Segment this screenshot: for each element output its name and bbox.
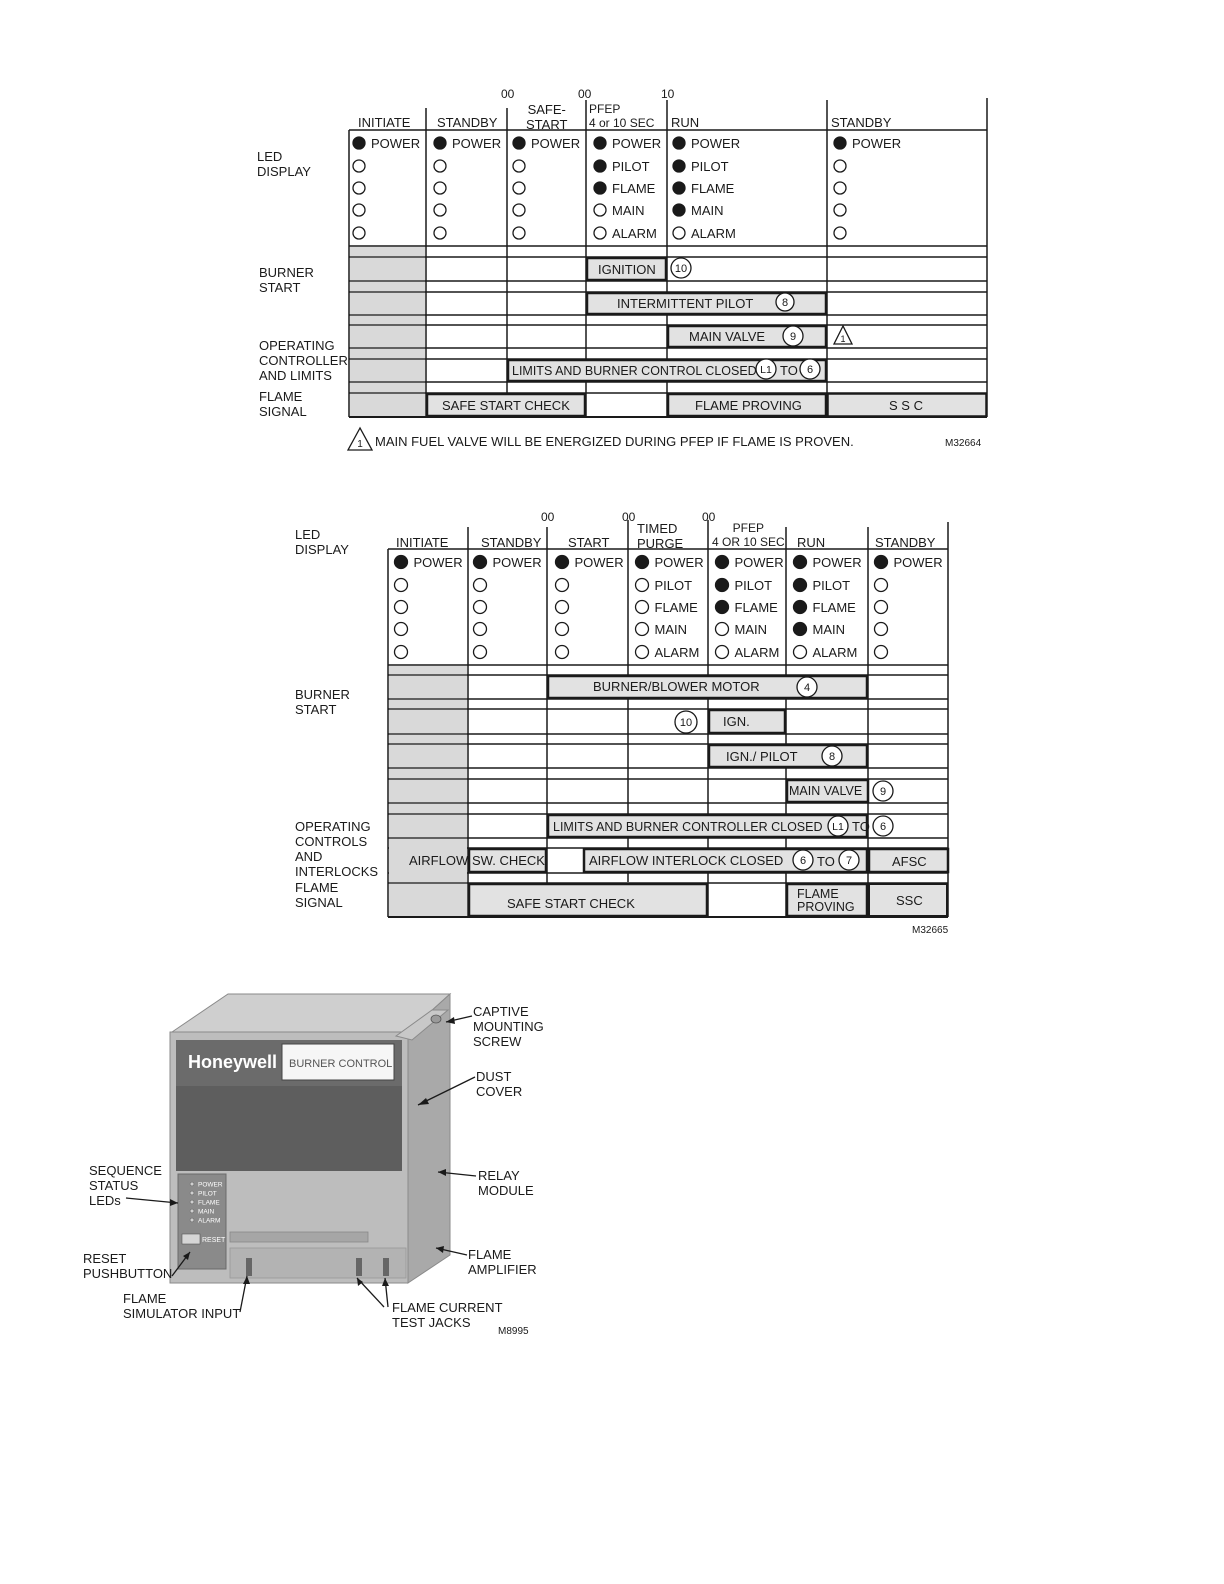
d2-phase-standby-2: STANDBY bbox=[875, 535, 936, 550]
diagram2-led-label-3-1: PILOT bbox=[654, 578, 693, 593]
d2-main-valve-text: MAIN VALVE bbox=[789, 784, 863, 798]
d2-ign-pilot-num: 8 bbox=[828, 751, 836, 763]
diagram1-led-label-2-0: POWER bbox=[531, 136, 581, 151]
d1-limits-to: TO bbox=[780, 363, 798, 378]
d1-phase-standby: STANDBY bbox=[437, 115, 498, 130]
diagram2-led-label-5-0: POWER bbox=[812, 555, 862, 570]
d1-tick-2: 10 bbox=[661, 87, 675, 101]
d1-limits-text: LIMITS AND BURNER CONTROL CLOSED bbox=[512, 364, 757, 378]
diagram1-led-label-4-3: MAIN bbox=[691, 203, 724, 218]
diagram2-led-label-6-0: POWER bbox=[893, 555, 943, 570]
d1-intermittent-num: 8 bbox=[781, 297, 789, 309]
d2-phase-timed-purge: TIMED PURGE bbox=[637, 521, 684, 551]
diagram1-led-label-4-4: ALARM bbox=[691, 226, 736, 241]
d1-note-num: 1 bbox=[357, 439, 363, 450]
callout-relay-module: RELAY MODULE bbox=[478, 1168, 534, 1198]
diagram2-led-label-5-1: PILOT bbox=[812, 578, 851, 593]
d2-main-valve-num: 9 bbox=[879, 786, 887, 798]
d1-burner-start-label: BURNER START bbox=[259, 265, 314, 295]
d2-blower-text: BURNER/BLOWER MOTOR bbox=[593, 679, 760, 694]
d2-limits-to: TO bbox=[852, 819, 870, 834]
diagram2-led-label-5-4: ALARM bbox=[812, 645, 858, 660]
device-led-label-4: ALARM bbox=[198, 1217, 221, 1225]
diagram1-led-label-3-2: FLAME bbox=[612, 181, 656, 196]
d2-limits-from: L1 bbox=[832, 821, 844, 833]
diagram2-led-label-4-4: ALARM bbox=[734, 645, 780, 660]
d2-operating-label: OPERATING CONTROLS AND INTERLOCKS bbox=[295, 819, 379, 879]
callout-sequence-leds: SEQUENCE STATUS LEDs bbox=[89, 1163, 162, 1208]
d1-warning-num: 1 bbox=[840, 334, 846, 344]
diagram1-led-label-3-0: POWER bbox=[612, 136, 662, 151]
d1-intermittent-pilot-text: INTERMITTENT PILOT bbox=[617, 296, 754, 311]
d2-safe-start-check-text: SAFE START CHECK bbox=[507, 896, 635, 911]
diagram2-led-label-3-3: MAIN bbox=[654, 622, 687, 637]
d2-flame-signal-label: FLAME SIGNAL bbox=[295, 880, 343, 910]
d1-note-text: MAIN FUEL VALVE WILL BE ENERGIZED DURING PFEP IF FLAME IS PROVEN. bbox=[375, 434, 854, 449]
d1-main-valve-text: MAIN VALVE bbox=[689, 329, 766, 344]
diagram1-led-label-3-4: ALARM bbox=[612, 226, 657, 241]
d2-phase-initiate: INITIATE bbox=[396, 535, 449, 550]
diagram2-led-label-3-2: FLAME bbox=[654, 600, 698, 615]
d1-phase-standby-2: STANDBY bbox=[831, 115, 892, 130]
device-led-2 bbox=[190, 1200, 194, 1204]
d2-phase-pfep: PFEP 4 OR 10 SEC bbox=[712, 521, 785, 549]
d1-phase-pfep: PFEP 4 or 10 SEC bbox=[589, 102, 655, 130]
d1-phase-run: RUN bbox=[671, 115, 700, 130]
d1-led-display-label: LED DISPLAY bbox=[257, 149, 311, 179]
d2-figure-code: M32665 bbox=[912, 925, 949, 936]
d1-figure-code: M32664 bbox=[945, 438, 982, 449]
d2-airflow-interlock-text: AIRFLOW INTERLOCK CLOSED bbox=[589, 853, 784, 868]
device-led-0 bbox=[190, 1182, 194, 1186]
d2-sw-check-text: SW. CHECK bbox=[472, 853, 545, 868]
diagram1-led-label-3-3: MAIN bbox=[612, 203, 645, 218]
diagram2-led-label-4-2: FLAME bbox=[734, 600, 778, 615]
d1-limits-from: L1 bbox=[760, 364, 772, 376]
device-led-label-3: MAIN bbox=[198, 1208, 215, 1216]
diagram1-led-label-5-0: POWER bbox=[852, 136, 902, 151]
device-figure-code: M8995 bbox=[498, 1326, 529, 1337]
device-led-label-2: FLAME bbox=[198, 1199, 220, 1207]
callout-flame-amplifier: FLAME AMPLIFIER bbox=[468, 1247, 537, 1277]
d2-limits-num: 6 bbox=[879, 821, 887, 833]
d2-blower-num: 4 bbox=[803, 682, 811, 694]
diagram1-led-label-4-1: PILOT bbox=[691, 159, 729, 174]
device-led-label-1: PILOT bbox=[198, 1190, 217, 1198]
diagram1-led-label-3-1: PILOT bbox=[612, 159, 650, 174]
diagram2-led-label-3-0: POWER bbox=[654, 555, 704, 570]
device-reset-label: RESET bbox=[202, 1237, 226, 1244]
diagram2-led-label-5-2: FLAME bbox=[812, 600, 856, 615]
d2-airflow-text: AIRFLOW bbox=[409, 853, 469, 868]
d2-phase-run: RUN bbox=[797, 535, 826, 550]
diagram2-led-label-1-0: POWER bbox=[492, 555, 542, 570]
device-brand: Honeywell bbox=[188, 1052, 278, 1072]
diagram1-led-label-4-0: POWER bbox=[691, 136, 741, 151]
d2-af-from: 6 bbox=[799, 855, 807, 867]
device-led-3 bbox=[190, 1209, 194, 1213]
device-led-1 bbox=[190, 1191, 194, 1195]
d1-tick-0: 00 bbox=[501, 87, 515, 101]
device-panel-label: BURNER CONTROL bbox=[289, 1058, 393, 1070]
d2-limits-text: LIMITS AND BURNER CONTROLLER CLOSED bbox=[553, 820, 823, 834]
d2-led-display-label: LED DISPLAY bbox=[295, 527, 349, 557]
diagram1-led-label-4-2: FLAME bbox=[691, 181, 735, 196]
diagram2-led-label-2-0: POWER bbox=[574, 555, 624, 570]
d2-ssc-text: SSC bbox=[896, 893, 923, 908]
d2-af-to: TO bbox=[817, 854, 835, 869]
device-led-4 bbox=[190, 1218, 194, 1222]
d2-burner-start-label: BURNER START bbox=[295, 687, 350, 717]
diagram2-led-label-5-3: MAIN bbox=[812, 622, 845, 637]
d1-ssc-text: S S C bbox=[889, 398, 923, 413]
d1-flame-proving-text: FLAME PROVING bbox=[695, 398, 802, 413]
d1-flame-signal-label: FLAME SIGNAL bbox=[259, 389, 307, 419]
diagram2-led-label-4-0: POWER bbox=[734, 555, 784, 570]
diagram2-led-label-4-3: MAIN bbox=[734, 622, 767, 637]
d1-main-valve-num: 9 bbox=[789, 331, 797, 343]
d1-tick-1: 00 bbox=[578, 87, 592, 101]
d2-phase-start: START bbox=[568, 535, 610, 550]
callout-reset-pushbutton: RESET PUSHBUTTON bbox=[83, 1251, 173, 1281]
callout-test-jacks: FLAME CURRENT TEST JACKS bbox=[392, 1300, 503, 1330]
diagram1-led-label-1-0: POWER bbox=[452, 136, 502, 151]
d1-safe-start-check-text: SAFE START CHECK bbox=[442, 398, 570, 413]
d2-tick-0: 00 bbox=[541, 510, 555, 524]
d1-limits-num: 6 bbox=[806, 364, 814, 376]
diagram2-led-label-3-4: ALARM bbox=[654, 645, 700, 660]
callout-captive-screw: CAPTIVE MOUNTING SCREW bbox=[473, 1004, 544, 1049]
d2-flame-proving-text: FLAME PROVING bbox=[797, 887, 855, 914]
d2-afsc-text: AFSC bbox=[892, 854, 927, 869]
device-led-label-0: POWER bbox=[198, 1181, 223, 1189]
d2-phase-standby: STANDBY bbox=[481, 535, 542, 550]
d2-ign-num: 10 bbox=[679, 717, 693, 729]
d1-phase-safe-start: SAFE- START bbox=[526, 102, 568, 132]
d2-af-num: 7 bbox=[845, 855, 853, 867]
d1-ignition-text: IGNITION bbox=[598, 262, 656, 277]
callout-flame-simulator: FLAME SIMULATOR INPUT bbox=[123, 1291, 241, 1321]
d2-ign-pilot-text: IGN./ PILOT bbox=[726, 749, 798, 764]
d1-ignition-num: 10 bbox=[674, 263, 688, 275]
d1-operating-label: OPERATING CONTROLLER AND LIMITS bbox=[259, 338, 348, 383]
d2-tick-1: 00 bbox=[622, 510, 636, 524]
diagram2-led-label-4-1: PILOT bbox=[734, 578, 773, 593]
diagram2-led-label-0-0: POWER bbox=[413, 555, 463, 570]
diagram1-led-label-0-0: POWER bbox=[371, 136, 421, 151]
d2-ign-text: IGN. bbox=[723, 714, 750, 729]
d2-tick-2: 00 bbox=[702, 510, 716, 524]
callout-dust-cover: DUST COVER bbox=[476, 1069, 523, 1099]
d1-phase-initiate: INITIATE bbox=[358, 115, 411, 130]
